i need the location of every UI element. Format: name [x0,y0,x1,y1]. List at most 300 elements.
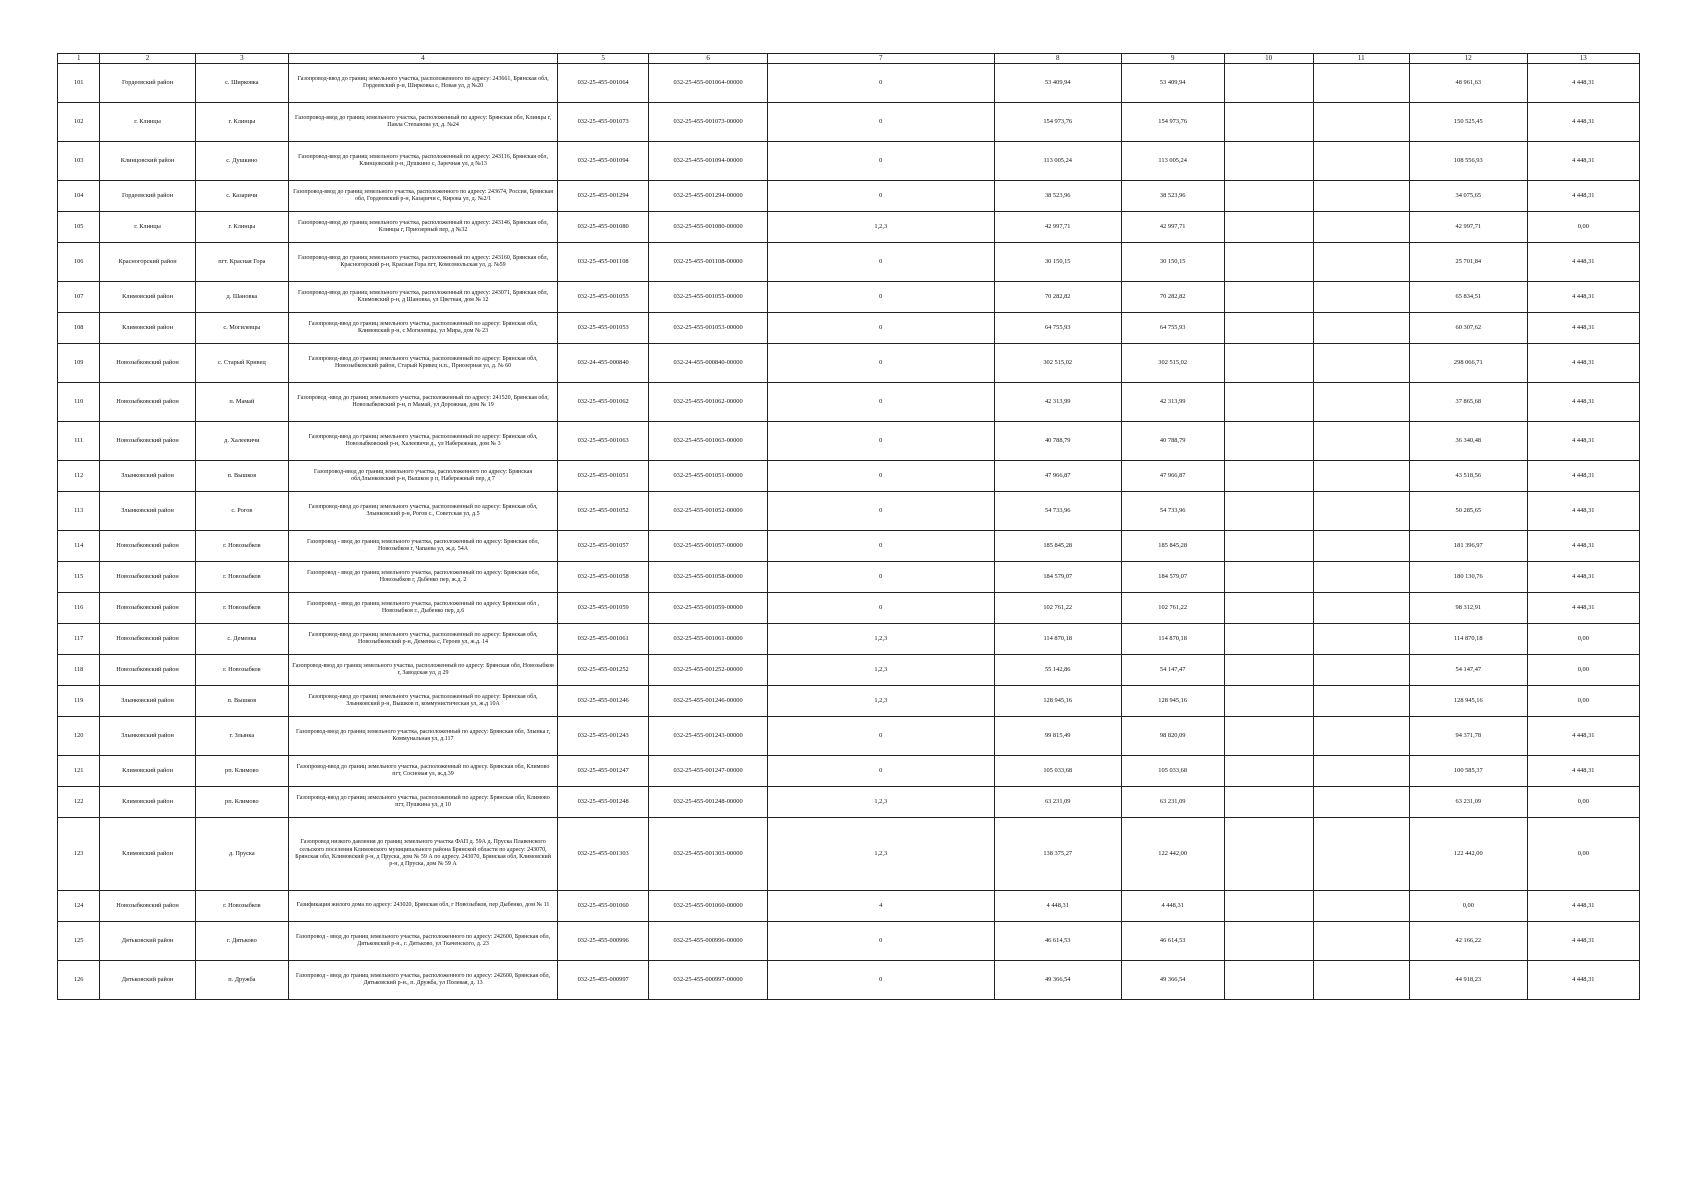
full-registry-number-cell: 032-25-455-001094-00000 [649,142,768,181]
column-10-cell [1224,686,1313,717]
row-number-cell: 106 [58,243,100,282]
district-cell: Климовский район [100,282,195,313]
amount-cell: 4 448,31 [1527,756,1639,787]
full-registry-number-cell: 032-25-455-001051-00000 [649,461,768,492]
code-cell: 0 [767,593,994,624]
residual-value-cell: 114 870,18 [1410,624,1528,655]
registry-number-cell: 032-25-455-001094 [558,142,649,181]
description-cell: Газопровод низкого давления до границ земельного участка ФАП д. 59А д. Пруска Плавенского сельского поселения Климовского муниципального района Брянской области по адресу: 243070, Брянская обл, Климовский р-н, д Пруска, дом № 59 А по адресу. 243070, Брянская обл, Климовский р-н, д Пруска, дом № 59 А [288,818,557,891]
row-number-cell: 114 [58,531,100,562]
initial-cost-cell: 53 409,94 [994,64,1121,103]
code-cell: 0 [767,64,994,103]
initial-cost-cell: 99 815,49 [994,717,1121,756]
registry-number-cell: 032-25-455-001073 [558,103,649,142]
residual-value-cell: 54 147,47 [1410,655,1528,686]
amount-cell: 4 448,31 [1527,181,1639,212]
registry-number-cell: 032-25-455-001246 [558,686,649,717]
initial-cost-cell: 114 870,18 [994,624,1121,655]
table-row [58,383,1640,422]
code-cell: 0 [767,492,994,531]
full-registry-number-cell: 032-25-455-001080-00000 [649,212,768,243]
table-row [58,243,1640,282]
gas-pipeline-registry-table [57,53,1640,1000]
row-number-cell: 120 [58,717,100,756]
registry-number-cell: 032-25-455-001058 [558,562,649,593]
registry-number-cell: 032-25-455-001053 [558,313,649,344]
registry-number-cell: 032-25-455-001060 [558,891,649,922]
table-row [58,461,1640,492]
registry-number-cell: 032-25-455-001057 [558,531,649,562]
residual-value-cell: 25 701,84 [1410,243,1528,282]
locality-cell: г. Новозыбков [195,891,288,922]
registry-number-cell: 032-25-455-001108 [558,243,649,282]
initial-cost-cell: 46 614,53 [994,922,1121,961]
locality-cell: с. Душкино [195,142,288,181]
table-row [58,624,1640,655]
code-cell: 0 [767,922,994,961]
code-cell: 0 [767,717,994,756]
table-row [58,181,1640,212]
amount-cell: 0,00 [1527,624,1639,655]
registry-number-cell: 032-25-455-001063 [558,422,649,461]
amount-cell: 4 448,31 [1527,961,1639,1000]
description-cell: Газопровод-ввод до границ земельного участка, расположенный по адресу: Брянская обл, Новозыбковский район, Старый Кривец н.п., Приозерная ул, д. № 60 [288,344,557,383]
district-cell: Новозыбковский район [100,593,195,624]
table-row [58,922,1640,961]
initial-cost-cell: 105 033,68 [994,756,1121,787]
book-value-cell: 98 820,09 [1121,717,1224,756]
description-cell: Газопровод - ввод до границ земельного участка, расположенного по адресу: 242600, Брянская обл, Дятьковский р-н., г. Дятьково, ул Ткаченского, д. 23 [288,922,557,961]
column-11-cell [1313,64,1409,103]
initial-cost-cell: 70 282,82 [994,282,1121,313]
description-cell: Газопровод-ввод до границ земельного участка, расположенного по адресу: 243661, Брянская обл, Гордеевский р-н, Ширковка с, Новая ул, д №20 [288,64,557,103]
row-number-cell: 103 [58,142,100,181]
description-cell: Газопровод-ввод до границ земельного участка, расположенный по адресу: Брянская обл, Новозыбковский р-н, Деменка с, Героев ул, ж.д. 14 [288,624,557,655]
locality-cell: п. Дружба [195,961,288,1000]
book-value-cell: 54 733,96 [1121,492,1224,531]
district-cell: Злынковский район [100,492,195,531]
initial-cost-cell: 47 966,87 [994,461,1121,492]
locality-cell: г. Клинцы [195,212,288,243]
initial-cost-cell: 55 142,86 [994,655,1121,686]
locality-cell: рп. Климово [195,787,288,818]
row-number-cell: 115 [58,562,100,593]
initial-cost-cell: 185 845,28 [994,531,1121,562]
table-row [58,282,1640,313]
amount-cell: 4 448,31 [1527,562,1639,593]
full-registry-number-cell: 032-25-455-001064-00000 [649,64,768,103]
table-row [58,103,1640,142]
initial-cost-cell: 30 150,15 [994,243,1121,282]
initial-cost-cell: 40 788,79 [994,422,1121,461]
locality-cell: п. Вышков [195,686,288,717]
column-11-cell [1313,961,1409,1000]
registry-number-cell: 032-24-455-000840 [558,344,649,383]
district-cell: Климовский район [100,787,195,818]
column-11-cell [1313,422,1409,461]
registry-number-cell: 032-25-455-001055 [558,282,649,313]
column-11-cell [1313,922,1409,961]
row-number-cell: 117 [58,624,100,655]
district-cell: Новозыбковский район [100,562,195,593]
locality-cell: д. Шановка [195,282,288,313]
table-row [58,422,1640,461]
column-11-cell [1313,686,1409,717]
description-cell: Газопровод-ввод до границ земельного участка, расположенный по адресу: Брянская обл, Клинцы г, Павла Степанова ул, д. №24 [288,103,557,142]
column-11-cell [1313,383,1409,422]
row-number-cell: 109 [58,344,100,383]
code-cell: 0 [767,531,994,562]
table-row [58,818,1640,891]
full-registry-number-cell: 032-25-455-001243-00000 [649,717,768,756]
book-value-cell: 64 755,93 [1121,313,1224,344]
row-number-cell: 108 [58,313,100,344]
column-10-cell [1224,461,1313,492]
column-10-cell [1224,756,1313,787]
amount-cell: 4 448,31 [1527,64,1639,103]
registry-number-cell: 032-25-455-001064 [558,64,649,103]
table-row [58,313,1640,344]
description-cell: Газопровод-ввод до границ земельного участка, расположенного по адресу: Брянская обл,Злынковский р-н, Вышков р п, Набережный пер, д 7 [288,461,557,492]
district-cell: Злынковский район [100,686,195,717]
residual-value-cell: 34 075,65 [1410,181,1528,212]
residual-value-cell: 94 371,78 [1410,717,1528,756]
initial-cost-cell: 63 231,09 [994,787,1121,818]
registry-number-cell: 032-25-455-001247 [558,756,649,787]
registry-number-cell: 032-25-455-001052 [558,492,649,531]
code-cell: 1,2,3 [767,655,994,686]
district-cell: г. Клинцы [100,212,195,243]
full-registry-number-cell: 032-25-455-001303-00000 [649,818,768,891]
district-cell: Гордеевский район [100,64,195,103]
table-row [58,64,1640,103]
full-registry-number-cell: 032-25-455-001108-00000 [649,243,768,282]
description-cell: Газопровод-ввод до границ земельного участка, расположенный по адресу: 243160, Брянская обл, Красногорский р-н, Красная Гора пгт, Комсомольская ул, д. №59 [288,243,557,282]
district-cell: Гордеевский район [100,181,195,212]
column-10-cell [1224,891,1313,922]
code-cell: 0 [767,756,994,787]
locality-cell: рп. Климово [195,756,288,787]
residual-value-cell: 65 834,51 [1410,282,1528,313]
registry-number-cell: 032-25-455-001080 [558,212,649,243]
row-number-cell: 121 [58,756,100,787]
registry-number-cell: 032-25-455-001243 [558,717,649,756]
residual-value-cell: 60 307,62 [1410,313,1528,344]
row-number-cell: 112 [58,461,100,492]
locality-cell: г. Новозыбков [195,655,288,686]
full-registry-number-cell: 032-25-455-001057-00000 [649,531,768,562]
code-cell: 1,2,3 [767,818,994,891]
amount-cell: 4 448,31 [1527,313,1639,344]
initial-cost-cell: 64 755,93 [994,313,1121,344]
column-header: 4 [288,54,557,64]
description-cell: Газопровод-ввод до границ земельного участка, расположенный по адресу. Брянская обл, Климово пгт, Сосновая ул, ж.д.39 [288,756,557,787]
residual-value-cell: 181 396,97 [1410,531,1528,562]
column-number-header-row [58,54,1640,64]
column-10-cell [1224,593,1313,624]
column-11-cell [1313,891,1409,922]
registry-number-cell: 032-25-455-001294 [558,181,649,212]
locality-cell: п. Мамай [195,383,288,422]
amount-cell: 0,00 [1527,212,1639,243]
registry-number-cell: 032-25-455-001248 [558,787,649,818]
table-row [58,212,1640,243]
column-10-cell [1224,717,1313,756]
column-10-cell [1224,562,1313,593]
column-10-cell [1224,64,1313,103]
district-cell: Новозыбковский район [100,422,195,461]
table-row [58,593,1640,624]
table-row [58,562,1640,593]
residual-value-cell: 36 340,48 [1410,422,1528,461]
table-row [58,686,1640,717]
initial-cost-cell: 138 375,27 [994,818,1121,891]
column-11-cell [1313,787,1409,818]
residual-value-cell: 298 066,71 [1410,344,1528,383]
residual-value-cell: 180 130,76 [1410,562,1528,593]
column-11-cell [1313,344,1409,383]
district-cell: г. Клинцы [100,103,195,142]
description-cell: Газопровод-ввод до границ земельного участка, расположенный по адресу: Брянская обл, Новозыбков г, Заводская ул, д 29 [288,655,557,686]
column-10-cell [1224,243,1313,282]
amount-cell: 4 448,31 [1527,142,1639,181]
full-registry-number-cell: 032-25-455-001073-00000 [649,103,768,142]
column-10-cell [1224,624,1313,655]
book-value-cell: 38 523,96 [1121,181,1224,212]
district-cell: Дятьковский район [100,961,195,1000]
residual-value-cell: 108 556,93 [1410,142,1528,181]
residual-value-cell: 44 918,23 [1410,961,1528,1000]
residual-value-cell: 37 865,68 [1410,383,1528,422]
district-cell: Новозыбковский район [100,891,195,922]
district-cell: Злынковский район [100,717,195,756]
description-cell: Газопровод-ввод до границ земельного участка, расположенный по адресу: 243071, Брянская обл, Климовский р-н, д Шановка, ул Цветная, дом № 12 [288,282,557,313]
row-number-cell: 119 [58,686,100,717]
registry-number-cell: 032-25-455-001062 [558,383,649,422]
amount-cell: 4 448,31 [1527,461,1639,492]
district-cell: Новозыбковский район [100,383,195,422]
amount-cell: 4 448,31 [1527,243,1639,282]
column-header: 13 [1527,54,1639,64]
column-10-cell [1224,787,1313,818]
column-11-cell [1313,103,1409,142]
column-10-cell [1224,922,1313,961]
column-10-cell [1224,181,1313,212]
table-row [58,531,1640,562]
amount-cell: 4 448,31 [1527,344,1639,383]
initial-cost-cell: 154 973,76 [994,103,1121,142]
initial-cost-cell: 42 313,99 [994,383,1121,422]
description-cell: Газопровод -ввод до границ земельного участка, расположенный по адресу: 241520, Брянская обл, Новозыбковский р-н, п Мамай, ул Дорожная, дом № 19 [288,383,557,422]
table-row [58,655,1640,686]
code-cell: 0 [767,313,994,344]
table-body [58,64,1640,1000]
column-10-cell [1224,531,1313,562]
locality-cell: пгт. Красная Гора [195,243,288,282]
full-registry-number-cell: 032-25-455-001248-00000 [649,787,768,818]
district-cell: Новозыбковский район [100,655,195,686]
column-11-cell [1313,593,1409,624]
amount-cell: 4 448,31 [1527,891,1639,922]
column-10-cell [1224,492,1313,531]
full-registry-number-cell: 032-25-455-001063-00000 [649,422,768,461]
amount-cell: 0,00 [1527,655,1639,686]
book-value-cell: 128 945,16 [1121,686,1224,717]
row-number-cell: 104 [58,181,100,212]
initial-cost-cell: 49 366,54 [994,961,1121,1000]
book-value-cell: 30 150,15 [1121,243,1224,282]
full-registry-number-cell: 032-25-455-001061-00000 [649,624,768,655]
locality-cell: г. Новозыбков [195,562,288,593]
table-row [58,756,1640,787]
column-header: 9 [1121,54,1224,64]
initial-cost-cell: 113 005,24 [994,142,1121,181]
locality-cell: с. Могилевцы [195,313,288,344]
registry-number-cell: 032-25-455-001252 [558,655,649,686]
column-11-cell [1313,243,1409,282]
locality-cell: с. Ширковка [195,64,288,103]
row-number-cell: 118 [58,655,100,686]
row-number-cell: 107 [58,282,100,313]
amount-cell: 4 448,31 [1527,717,1639,756]
registry-number-cell: 032-25-455-000997 [558,961,649,1000]
column-11-cell [1313,756,1409,787]
table-row [58,142,1640,181]
book-value-cell: 122 442,00 [1121,818,1224,891]
code-cell: 0 [767,243,994,282]
book-value-cell: 302 515,02 [1121,344,1224,383]
full-registry-number-cell: 032-25-455-001247-00000 [649,756,768,787]
column-10-cell [1224,313,1313,344]
table-row [58,492,1640,531]
initial-cost-cell: 38 523,96 [994,181,1121,212]
book-value-cell: 42 313,99 [1121,383,1224,422]
residual-value-cell: 50 285,65 [1410,492,1528,531]
district-cell: Новозыбковский район [100,531,195,562]
registry-sheet [57,53,1640,1000]
column-11-cell [1313,461,1409,492]
description-cell: Газопровод-ввод до границ земельного участка, расположенный по адресу: Брянская обл, Климово пгт, Пушкина ул, д 10 [288,787,557,818]
column-10-cell [1224,422,1313,461]
book-value-cell: 114 870,18 [1121,624,1224,655]
row-number-cell: 125 [58,922,100,961]
book-value-cell: 54 147,47 [1121,655,1224,686]
registry-number-cell: 032-25-455-001303 [558,818,649,891]
column-10-cell [1224,344,1313,383]
locality-cell: д. Пруска [195,818,288,891]
column-header: 6 [649,54,768,64]
initial-cost-cell: 42 997,71 [994,212,1121,243]
description-cell: Газопровод - ввод до границ земельного участка, расположенный по адресу: Брянская обл, Новозыбков г, Чапаева ул, ж.д. 54А [288,531,557,562]
row-number-cell: 113 [58,492,100,531]
residual-value-cell: 128 945,16 [1410,686,1528,717]
district-cell: Новозыбковский район [100,344,195,383]
registry-number-cell: 032-25-455-001061 [558,624,649,655]
column-11-cell [1313,492,1409,531]
registry-number-cell: 032-25-455-001059 [558,593,649,624]
column-10-cell [1224,655,1313,686]
description-cell: Газопровод - ввод до границ земельного участка, расположенного по адресу: 242600, Брянская обл, Дятьковский р-н., п. Дружба, ул Полевая, д. 13 [288,961,557,1000]
full-registry-number-cell: 032-25-455-001294-00000 [649,181,768,212]
description-cell: Газопровод-ввод до границ земельного участка, расположенный по адресу: 243146, Брянская обл, Клинцы г, Приозерный пер, д №32 [288,212,557,243]
column-header: 1 [58,54,100,64]
full-registry-number-cell: 032-25-455-001055-00000 [649,282,768,313]
column-10-cell [1224,282,1313,313]
row-number-cell: 123 [58,818,100,891]
district-cell: Клинцовский район [100,142,195,181]
row-number-cell: 126 [58,961,100,1000]
book-value-cell: 113 005,24 [1121,142,1224,181]
residual-value-cell: 63 231,09 [1410,787,1528,818]
amount-cell: 4 448,31 [1527,282,1639,313]
column-10-cell [1224,212,1313,243]
book-value-cell: 102 761,22 [1121,593,1224,624]
district-cell: Климовский район [100,313,195,344]
table-row [58,891,1640,922]
full-registry-number-cell: 032-25-455-000996-00000 [649,922,768,961]
column-11-cell [1313,562,1409,593]
initial-cost-cell: 102 761,22 [994,593,1121,624]
full-registry-number-cell: 032-25-455-001246-00000 [649,686,768,717]
code-cell: 0 [767,344,994,383]
description-cell: Газопровод-ввод до границ земельного участка, расположенный по адресу: 243116, Брянская обл, Клинцовский р-н, Душкино с, Заречная ул, д №13 [288,142,557,181]
locality-cell: г. Новозыбков [195,593,288,624]
book-value-cell: 42 997,71 [1121,212,1224,243]
full-registry-number-cell: 032-25-455-001053-00000 [649,313,768,344]
full-registry-number-cell: 032-25-455-001062-00000 [649,383,768,422]
residual-value-cell: 42 166,22 [1410,922,1528,961]
description-cell: Газопровод - ввод до границ земельного участка, расположенный по адресу: Брянская обл, Новозыбков г, Дьбенко пер, ж.д. 2 [288,562,557,593]
row-number-cell: 124 [58,891,100,922]
book-value-cell: 46 614,53 [1121,922,1224,961]
description-cell: Газопровод - ввод до границ земельного участка, расположенный по адресу Брянская обл , Новозыбков г., Дыбенко пер, д.6 [288,593,557,624]
residual-value-cell: 42 997,71 [1410,212,1528,243]
description-cell: Газопровод-ввод до границ земельного участка, расположенного по адресу: 243674, Россия, Брянская обл, Гордеевский р-н, Казаричи с, Кирова ул, д. №2/1 [288,181,557,212]
row-number-cell: 102 [58,103,100,142]
column-10-cell [1224,142,1313,181]
amount-cell: 4 448,31 [1527,383,1639,422]
book-value-cell: 63 231,09 [1121,787,1224,818]
locality-cell: г. Дятьково [195,922,288,961]
column-11-cell [1313,531,1409,562]
book-value-cell: 70 282,82 [1121,282,1224,313]
residual-value-cell: 150 525,45 [1410,103,1528,142]
book-value-cell: 4 448,31 [1121,891,1224,922]
locality-cell: с. Деменка [195,624,288,655]
description-cell: Газопровод-ввод до границ земельного участка, расположенный по адресу: Брянская обл, Злынковский р-н, Рогов с., Советская ул, д.5 [288,492,557,531]
initial-cost-cell: 128 945,16 [994,686,1121,717]
locality-cell: с. Старый Кривец [195,344,288,383]
book-value-cell: 105 033,68 [1121,756,1224,787]
residual-value-cell: 100 585,37 [1410,756,1528,787]
book-value-cell: 40 788,79 [1121,422,1224,461]
initial-cost-cell: 302 515,02 [994,344,1121,383]
amount-cell: 4 448,31 [1527,103,1639,142]
locality-cell: д. Халеевичи [195,422,288,461]
table-row [58,961,1640,1000]
district-cell: Злынковский район [100,461,195,492]
amount-cell: 4 448,31 [1527,492,1639,531]
column-11-cell [1313,655,1409,686]
initial-cost-cell: 184 579,07 [994,562,1121,593]
column-10-cell [1224,818,1313,891]
amount-cell: 4 448,31 [1527,531,1639,562]
description-cell: Газопровод-ввод до границ земельного участка, расположенный по адресу: Брянская обл, Климовский р-н, с Могилевцы, ул Мира, дом № 23 [288,313,557,344]
row-number-cell: 111 [58,422,100,461]
book-value-cell: 185 845,28 [1121,531,1224,562]
locality-cell: г. Новозыбков [195,531,288,562]
full-registry-number-cell: 032-25-455-001058-00000 [649,562,768,593]
